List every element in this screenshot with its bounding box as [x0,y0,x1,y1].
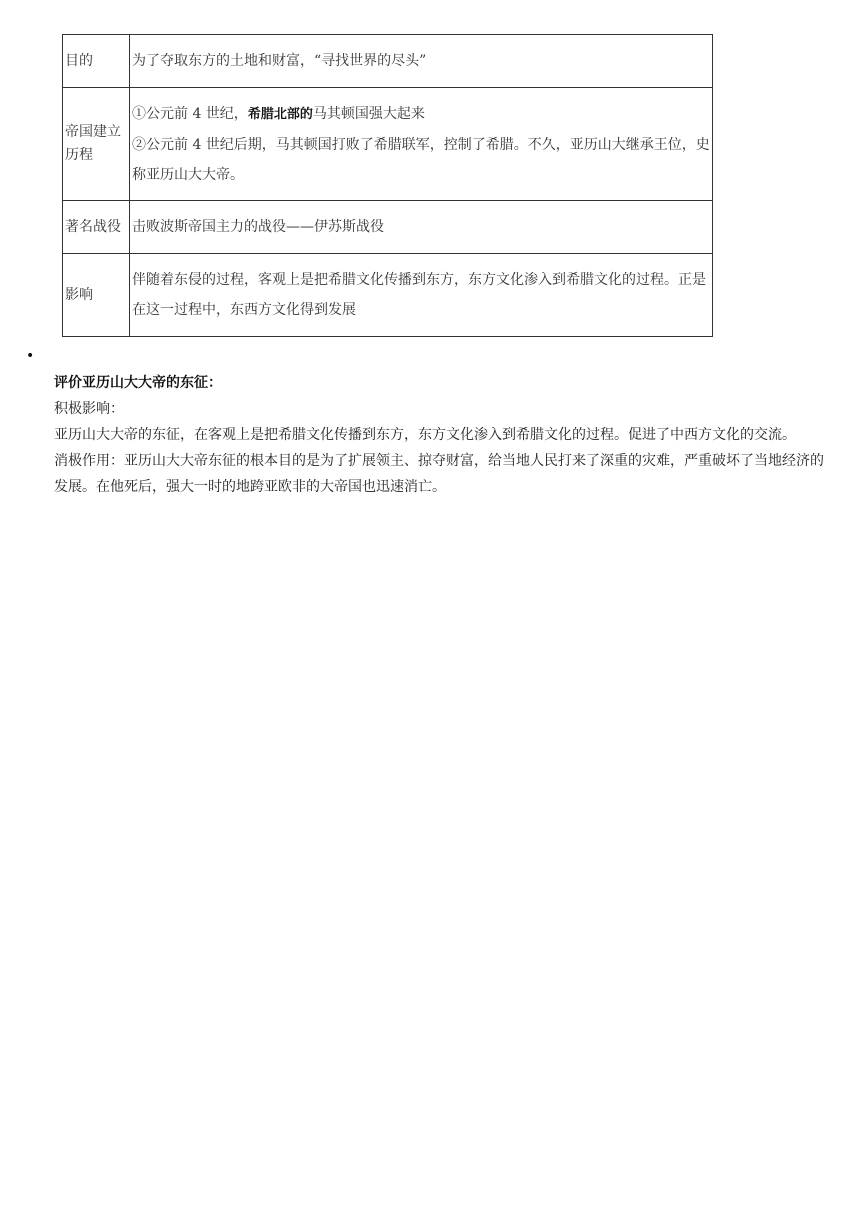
evaluation-section [54,370,826,500]
table-row [63,201,713,254]
alexander-info-table [62,34,713,337]
row-content-purpose: 为了夺取东方的土地和财富，“寻找世界的尽头” [130,35,713,88]
history-line-2: ②公元前 4 世纪后期，马其顿国打败了希腊联军，控制了希腊。不久，亚历山大继承王位，史称亚历山大大帝。 [132,136,710,183]
history-line-1-part-1: ①公元前 4 世纪， [132,105,248,122]
row-content-famous-battle: 击败波斯帝国主力的战役——伊苏斯战役 [130,201,713,254]
table-row [63,35,713,88]
row-content-influence: 伴随着东侵的过程，客观上是把希腊文化传播到东方，东方文化渗入到希腊文化的过程。正是在这一过程中，东西方文化得到发展 [130,254,713,337]
row-content-empire-history [130,88,713,201]
positive-impact-label: 积极影响： [54,401,124,417]
history-line-1-part-2: 马其顿国强大起来 [312,105,425,122]
row-label-empire-history: 帝国建立历程 [63,88,130,201]
table-row [63,254,713,337]
row-label-famous-battle: 著名战役 [63,201,130,254]
history-line-1-highlight: 希腊北部的 [247,106,313,122]
positive-impact-text: 亚历山大大帝的东征，在客观上是把希腊文化传播到东方，东方文化渗入到希腊文化的过程。促进了中西方文化的交流。 [54,427,796,443]
evaluation-heading: 评价亚历山大大帝的东征： [54,375,222,391]
row-label-influence: 影响 [63,254,130,337]
list-bullet: • [26,348,35,364]
row-label-purpose: 目的 [63,35,130,88]
table-row [63,88,713,201]
negative-impact-text: 消极作用：亚历山大大帝东征的根本目的是为了扩展领主、掠夺财富，给当地人民打来了深重的灾难，严重破坏了当地经济的发展。在他死后，强大一时的地跨亚欧非的大帝国也迅速消亡。 [54,453,824,495]
